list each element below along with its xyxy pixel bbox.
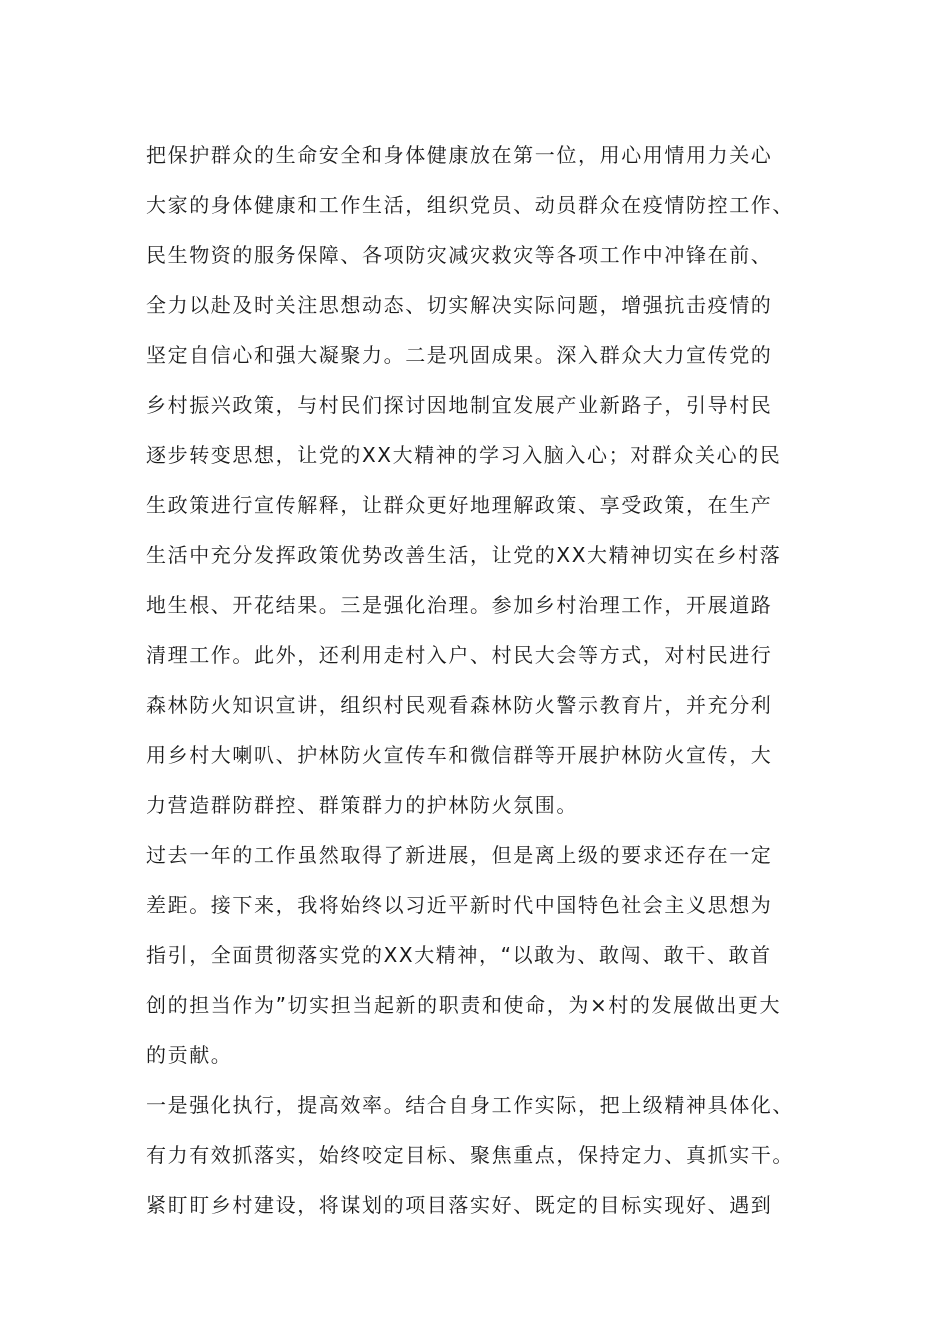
text-line: 大家的身体健康和工作生活，组织党员、动员群众在疫情防控工作、	[146, 193, 794, 217]
text-line: 乡村振兴政策，与村民们探讨因地制宜发展产业新路子，引导村民	[146, 393, 773, 417]
text-line: 地生根、开花结果。三是强化治理。参加乡村治理工作，开展道路	[146, 593, 773, 617]
text-line: 有力有效抓落实，始终咬定目标、聚焦重点，保持定力、真抓实干。	[146, 1143, 794, 1167]
text-line: 全力以赴及时关注思想动态、切实解决实际问题，增强抗击疫情的	[146, 293, 773, 317]
text-line: 差距。接下来，我将始终以习近平新时代中国特色社会主义思想为	[146, 893, 773, 917]
text-line: 森林防火知识宣讲，组织村民观看森林防火警示教育片，并充分利	[146, 693, 773, 717]
body-text	[146, 130, 836, 1230]
text-line: 清理工作。此外，还利用走村入户、村民大会等方式，对村民进行	[146, 643, 773, 667]
text-line: 的贡献。	[146, 1043, 233, 1067]
text-line: 把保护群众的生命安全和身体健康放在第一位，用心用情用力关心	[146, 143, 773, 167]
text-line: 创的担当作为”切实担当起新的职责和使命，为×村的发展做出更大	[146, 993, 782, 1017]
text-line: 力营造群防群控、群策群力的护林防火氛围。	[146, 793, 578, 817]
text-line: 生政策进行宣传解释，让群众更好地理解政策、享受政策，在生产	[146, 493, 773, 517]
text-line: 生活中充分发挥政策优势改善生活，让党的XX大精神切实在乡村落	[146, 543, 782, 567]
text-line: 一是强化执行，提高效率。结合自身工作实际，把上级精神具体化、	[146, 1093, 794, 1117]
text-line: 指引，全面贯彻落实党的XX大精神，“以敢为、敢闯、敢干、敢首	[146, 943, 772, 967]
text-line: 坚定自信心和强大凝聚力。二是巩固成果。深入群众大力宣传党的	[146, 343, 773, 367]
text-line: 过去一年的工作虽然取得了新进展，但是离上级的要求还存在一定	[146, 843, 773, 867]
text-line: 用乡村大喇叭、护林防火宣传车和微信群等开展护林防火宣传，大	[146, 743, 773, 767]
text-line: 紧盯盯乡村建设，将谋划的项目落实好、既定的目标实现好、遇到	[146, 1193, 773, 1217]
text-line: 逐步转变思想，让党的XX大精神的学习入脑入心；对群众关心的民	[146, 443, 782, 467]
text-line: 民生物资的服务保障、各项防灾减灾救灾等各项工作中冲锋在前、	[146, 243, 773, 267]
